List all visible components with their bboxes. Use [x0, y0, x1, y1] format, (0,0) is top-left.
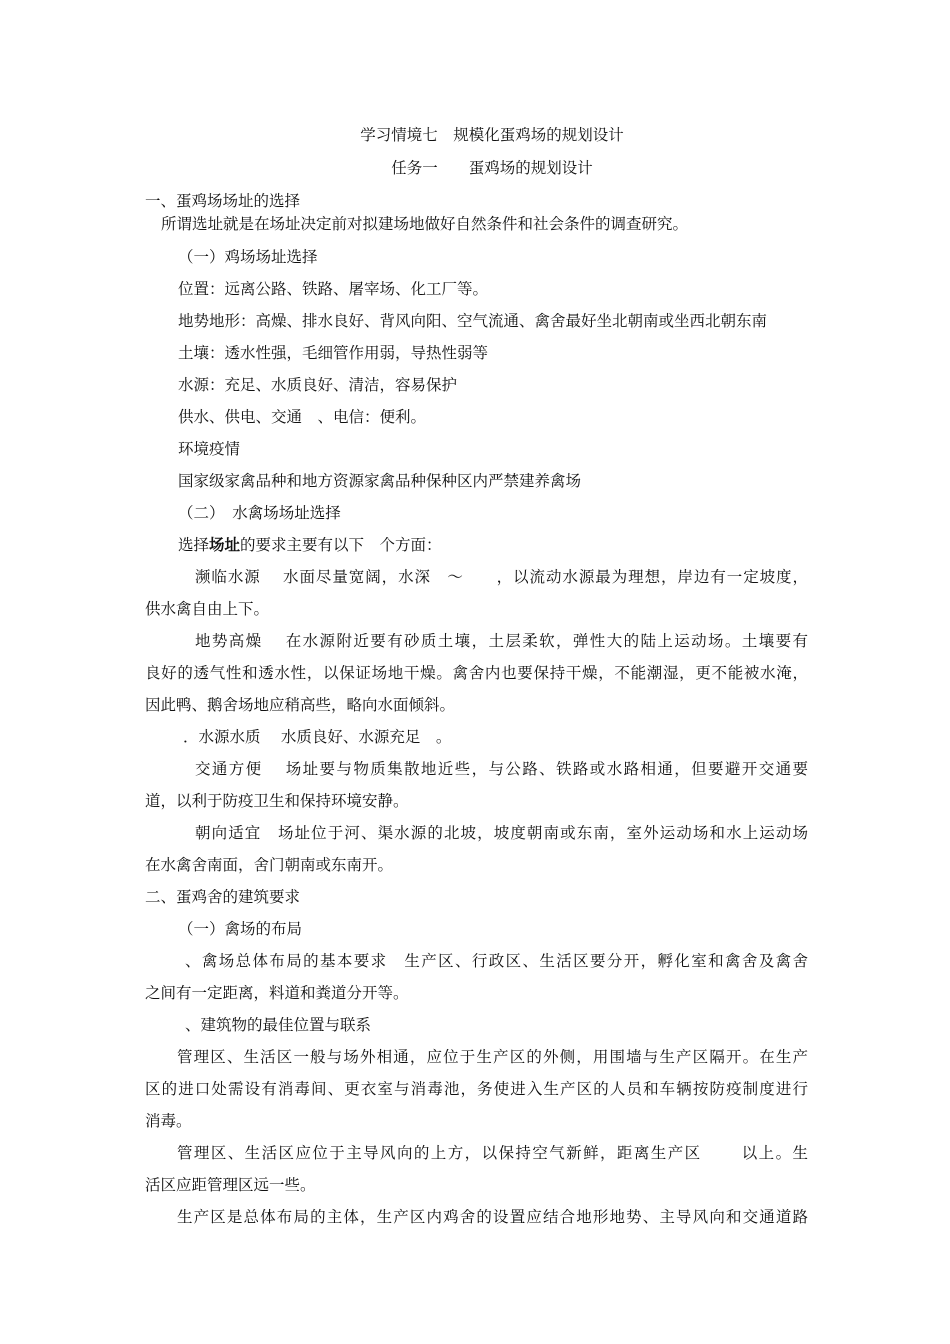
management-line-2: 区的进口处需设有消毒间、更衣室与消毒池，务使进入生产区的人员和车辆按防疫制度进行: [145, 1080, 808, 1098]
req-transport-line-1: 交通方便 场址要与物质集散地近些，与公路、铁路或水路相通，但要避开交通要: [195, 760, 808, 778]
req-text-post: 的要求主要有以下 个方面：: [240, 536, 442, 554]
section-1-intro: 所谓选址就是在场址决定前对拟建场地做好自然条件和社会条件的调查研究。: [161, 215, 689, 233]
doc-title: 学习情境七 规模化蛋鸡场的规划设计: [360, 126, 624, 144]
req-transport-line-2: 道，以利于防疫卫生和保持环境安静。: [145, 792, 409, 810]
requirements-intro: [178, 535, 442, 555]
req-water-quality: ．水源水质 水质良好、水源充足 。: [183, 728, 452, 746]
req-water-line-1: 濒临水源 水面尽量宽阔，水深 ～ ，以流动水源最为理想，岸边有一定坡度，: [195, 568, 808, 586]
item-water: 水源：充足、水质良好、清洁，容易保护: [178, 376, 458, 394]
req-terrain-line-1: 地势高燥 在水源附近要有砂质土壤，土层柔软，弹性大的陆上运动场。土壤要有: [195, 632, 808, 650]
wind-direction-line-1: 管理区、生活区应位于主导风向的上方，以保持空气新鲜，距离生产区 以上。生: [177, 1144, 808, 1162]
req-orientation-line-2: 在水禽舍南面，舍门朝南或东南开。: [145, 856, 394, 874]
layout-position-heading: 、建筑物的最佳位置与联系: [185, 1016, 372, 1034]
item-utilities: 供水、供电、交通 、电信：便利。: [178, 408, 427, 426]
req-water-line-2: 供水禽自由上下。: [145, 600, 270, 618]
item-epidemic: 环境疫情: [178, 440, 241, 458]
subsection-chicken-site: （一）鸡场场址选择: [178, 248, 318, 266]
wind-direction-line-2: 活区应距管理区远一些。: [145, 1176, 316, 1194]
management-line-1: 管理区、生活区一般与场外相通，应位于生产区的外侧，用围墙与生产区隔开。在生产: [177, 1048, 808, 1066]
req-terrain-line-2: 良好的透气性和透水性，以保证场地干燥。禽舍内也要保持干燥，不能潮湿，更不能被水淹，: [145, 664, 808, 682]
req-text-pre: 选择: [178, 536, 210, 554]
management-line-3: 消毒。: [145, 1112, 192, 1130]
req-terrain-line-3: 因此鸭、鹅舍场地应稍高些，略向水面倾斜。: [145, 696, 456, 714]
doc-subtitle: 任务一 蛋鸡场的规划设计: [391, 159, 593, 177]
item-soil: 土壤：透水性强，毛细管作用弱，导热性弱等: [178, 344, 489, 362]
section-1-heading: 一、蛋鸡场场址的选择: [145, 192, 301, 210]
req-text-bold: 场址: [209, 535, 241, 554]
item-position: 位置：远离公路、铁路、屠宰场、化工厂等。: [178, 280, 489, 298]
layout-requirement-line-1: 、禽场总体布局的基本要求 生产区、行政区、生活区要分开，孵化室和禽舍及禽舍: [185, 952, 808, 970]
item-protection: 国家级家禽品种和地方资源家禽品种保种区内严禁建养禽场: [178, 472, 582, 490]
req-orientation-line-1: 朝向适宜 场址位于河、渠水源的北坡，坡度朝南或东南，室外运动场和水上运动场: [195, 824, 808, 842]
subsection-waterfowl-site: （二） 水禽场场址选择: [178, 504, 341, 522]
section-2-heading: 二、蛋鸡舍的建筑要求: [145, 888, 301, 906]
item-terrain: 地势地形：高燥、排水良好、背风向阳、空气流通、禽舍最好坐北朝南或坐西北朝东南: [178, 312, 768, 330]
production-area-line-1: 生产区是总体布局的主体，生产区内鸡舍的设置应结合地形地势、主导风向和交通道路: [177, 1208, 808, 1226]
layout-requirement-line-2: 之间有一定距离，料道和粪道分开等。: [145, 984, 409, 1002]
subsection-farm-layout: （一）禽场的布局: [178, 920, 303, 938]
